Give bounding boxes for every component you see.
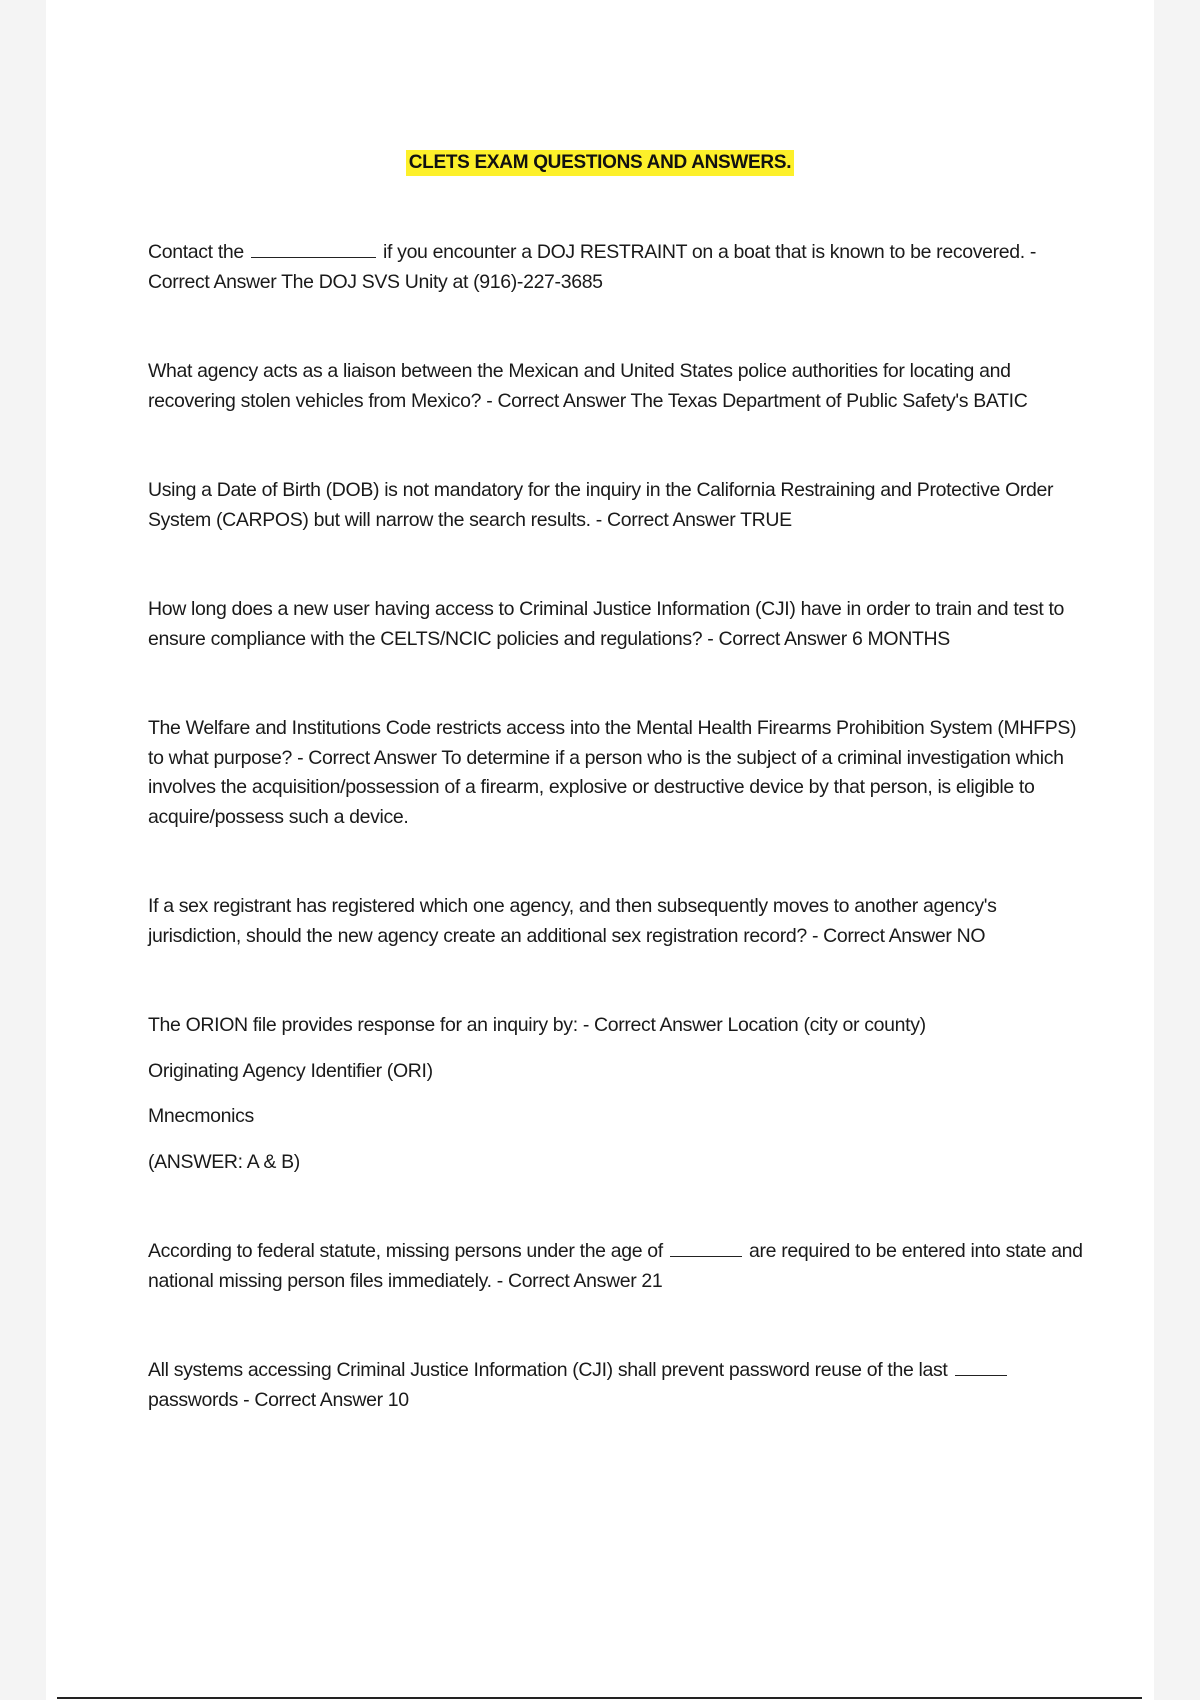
fill-blank [251,239,376,258]
fill-blank [955,1357,1007,1376]
answer-option: Originating Agency Identifier (ORI) [148,1059,433,1082]
qa-item-8 [148,1237,1088,1296]
answer-option: Mnecmonics [148,1105,254,1127]
fill-blank [670,1238,742,1257]
question-text: if you encounter a DOJ RESTRAINT on a boat that is known to be recovered. - [383,241,1037,263]
footer-divider [57,1697,1142,1699]
qa-item-6: If a sex registrant has registered which one agency, and then subsequently moves to another agency's jurisdiction, should the new agency create an additional sex registration record? - Correct Answer NO [148,895,997,947]
answer-option: (ANSWER: A & B) [148,1150,300,1173]
qa-list [148,238,1088,1415]
question-text: All systems accessing Criminal Justice Information (CJI) shall prevent password reuse of the last [148,1359,948,1381]
qa-item-9 [148,1356,1088,1415]
qa-item-2: What agency acts as a liaison between the Mexican and United States police authorities for locating and recovering stolen vehicles from Mexico? - Correct Answer The Texas Department of Public Safety's BATIC [148,360,1028,412]
qa-item-7 [148,1011,1088,1177]
question-text: The ORION file provides response for an inquiry by: - Correct Answer Location (city or county) [148,1014,926,1036]
qa-item-1 [148,238,1088,297]
document-title: CLETS EXAM QUESTIONS AND ANSWERS. [406,150,794,176]
page-margin-right [1154,0,1200,1700]
question-text: According to federal statute, missing persons under the age of [148,1240,663,1262]
question-text: are required to be entered into state and national missing person files immediately. - Correct Answer 21 [148,1240,1083,1292]
question-text: Contact the [148,241,244,263]
question-text: passwords - Correct Answer 10 [148,1388,409,1411]
title-block [0,150,1200,176]
qa-item-4: How long does a new user having access to Criminal Justice Information (CJI) have in order to train and test to ensure compliance with the CELTS/NCIC policies and regulations? - Correct Answer 6 MONTHS [148,598,1065,650]
qa-item-3: Using a Date of Birth (DOB) is not mandatory for the inquiry in the California Restraining and Protective Order System (CARPOS) but will narrow the search results. - Correct Answer TRUE [148,479,1054,531]
page-margin-left [0,0,46,1700]
qa-item-5: The Welfare and Institutions Code restricts access into the Mental Health Firearms Prohibition System (MHFPS) to what purpose? - Correct Answer To determine if a person who is the subject of a criminal investigation which involves the acquisition/possession of a firearm, explosive or destructive device by that person, is eligible to acquire/possess such a device. [148,717,1077,828]
answer-text: Correct Answer The DOJ SVS Unity at (916)-227-3685 [148,270,603,293]
